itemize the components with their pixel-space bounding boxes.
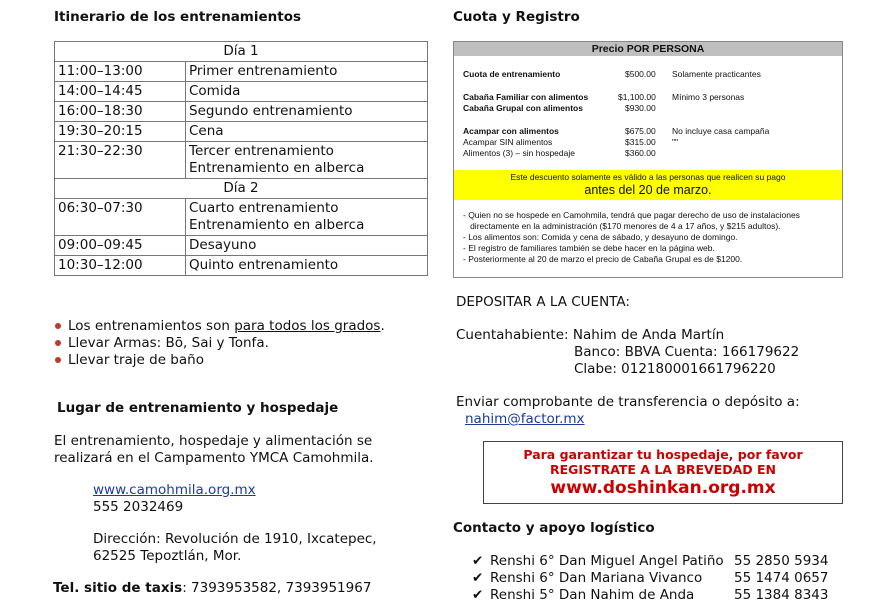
table-row: [55, 62, 428, 82]
email-link[interactable]: nahim@factor.mx: [465, 411, 585, 427]
bullet-text: Los entrenamientos son: [68, 318, 235, 334]
fee-heading: Cuota y Registro: [453, 9, 580, 25]
taxi-label: Tel. sitio de taxis: [53, 580, 183, 596]
lodging-description: [54, 433, 374, 467]
address-line: Dirección: Revolución de 1910, Ixcatepec,: [93, 531, 377, 547]
event-line: Tercer entrenamiento: [189, 143, 334, 159]
price-amount: $675.00: [625, 126, 656, 136]
price-note: Solamente practicantes: [672, 69, 761, 79]
check-icon: ✔: [472, 570, 484, 586]
time-cell: 19:30–20:15: [55, 122, 186, 142]
time-cell: 10:30–12:00: [55, 256, 186, 276]
bullet-text: Llevar Armas: Bō, Sai y Tonfa.: [68, 335, 269, 351]
event-cell: Quinto entrenamiento: [186, 256, 428, 276]
price-amount: $930.00: [625, 103, 656, 113]
time-cell: 09:00–09:45: [55, 236, 186, 256]
event-cell: Segundo entrenamiento: [186, 102, 428, 122]
time-cell: 11:00–13:00: [55, 62, 186, 82]
event-line: Cuarto entrenamiento: [189, 200, 339, 216]
notes-list: [54, 318, 385, 369]
time-cell: 14:00–14:45: [55, 82, 186, 102]
account-holder: Cuentahabiente: Nahim de Anda Martín: [456, 327, 725, 343]
contact-name: Renshi 6° Dan Miguel Angel Patiño: [490, 553, 724, 569]
bank-account: Banco: BBVA Cuenta: 166179622: [574, 344, 800, 360]
taxi-line: [53, 580, 371, 596]
list-item: [472, 553, 828, 570]
contact-phone: 55 2850 5934: [734, 553, 829, 569]
registration-line: REGISTRATE A LA BREVEDAD EN: [549, 462, 777, 477]
price-header: Precio POR PERSONA: [454, 42, 842, 56]
event-cell: Primer entrenamiento: [186, 62, 428, 82]
list-item: [54, 318, 385, 335]
time-cell: 16:00–18:30: [55, 102, 186, 122]
price-label: Cuota de entrenamiento: [463, 69, 561, 79]
bullet-text: Llevar traje de baño: [68, 352, 204, 368]
check-icon: ✔: [472, 587, 484, 603]
contact-phone: 55 1384 8343: [734, 587, 829, 603]
itinerary-heading: Itinerario de los entrenamientos: [54, 9, 302, 25]
discount-date: antes del 20 de marzo.: [584, 183, 712, 197]
lodging-line: realizará en el Campamento YMCA Camohmila.: [54, 450, 374, 466]
taxi-numbers: : 7393953582, 7393951967: [182, 580, 372, 596]
event-cell: [186, 142, 428, 179]
price-note-line: - Los alimentos son: Comida y cena de sábado, y desayuno de domingo.: [463, 232, 738, 242]
price-note-line: - Quien no se hospede en Camohmila, tendrá que pagar derecho de uso de instalaciones: [463, 210, 800, 220]
lodging-line: El entrenamiento, hospedaje y alimentación se: [54, 433, 373, 449]
bullet-text: .: [380, 318, 385, 334]
table-row: [55, 82, 428, 102]
price-note: Mínimo 3 personas: [672, 92, 745, 102]
event-cell: Desayuno: [186, 236, 428, 256]
table-row: [55, 122, 428, 142]
price-label: Acampar SIN alimentos: [463, 137, 553, 147]
price-amount: $360.00: [625, 148, 656, 158]
event-cell: [186, 199, 428, 236]
event-line: Entrenamiento en alberca: [189, 217, 365, 233]
list-item: [472, 587, 828, 604]
check-icon: ✔: [472, 553, 484, 569]
camp-contact: [93, 482, 256, 516]
price-note: No incluye casa campaña: [672, 126, 770, 136]
table-row: [55, 256, 428, 276]
table-row: [55, 102, 428, 122]
price-note: "": [672, 137, 679, 147]
discount-text: Este descuento solamente es válido a las personas que realicen su pago: [510, 172, 786, 182]
table-row: [55, 236, 428, 256]
address-line: 62525 Tepoztlán, Mor.: [93, 548, 242, 564]
bullet-icon: [55, 340, 61, 346]
price-label: Cabaña Familiar con alimentos: [463, 92, 589, 102]
contact-heading: Contacto y apoyo logístico: [453, 520, 655, 536]
price-amount: $1,100.00: [618, 92, 656, 102]
price-note-line: - Posteriormente al 20 de marzo el precio de Cabaña Grupal es de $1200.: [463, 254, 743, 264]
bullet-icon: [55, 357, 61, 363]
day-1-header: Día 1: [55, 42, 428, 62]
registration-box: [483, 441, 843, 504]
bullet-underlined: para todos los grados: [234, 318, 381, 334]
list-item: [472, 570, 828, 587]
contact-name: Renshi 6° Dan Mariana Vivanco: [490, 570, 703, 586]
lodging-heading: Lugar de entrenamiento y hospedaje: [57, 400, 339, 416]
contact-name: Renshi 5° Dan Nahim de Anda: [490, 587, 695, 603]
price-table: [453, 41, 843, 278]
send-proof-text: Enviar comprobante de transferencia o depósito a:: [456, 394, 800, 410]
discount-banner: [454, 170, 842, 200]
time-cell: 06:30–07:30: [55, 199, 186, 236]
time-cell: 21:30–22:30: [55, 142, 186, 179]
contact-phone: 55 1474 0657: [734, 570, 829, 586]
registration-website-link[interactable]: www.doshinkan.org.mx: [550, 478, 776, 498]
event-cell: Comida: [186, 82, 428, 102]
deposit-label: DEPOSITAR A LA CUENTA:: [456, 294, 630, 310]
table-row: [55, 142, 428, 179]
price-amount: $315.00: [625, 137, 656, 147]
price-label: Acampar con alimentos: [463, 126, 559, 136]
list-item: [54, 335, 385, 352]
camp-phone: 555 2032469: [93, 499, 184, 515]
price-amount: $500.00: [625, 69, 656, 79]
day-2-header: Día 2: [55, 179, 428, 199]
event-line: Entrenamiento en alberca: [189, 160, 365, 176]
contact-list: [472, 553, 828, 604]
list-item: [54, 352, 385, 369]
price-note-line: - El registro de familiares también se debe hacer en la página web.: [463, 243, 715, 253]
event-cell: Cena: [186, 122, 428, 142]
price-notes: [463, 210, 835, 265]
price-label: Cabaña Grupal con alimentos: [463, 103, 583, 113]
table-row: [55, 199, 428, 236]
price-label: Alimentos (3) – sin hospedaje: [463, 148, 575, 158]
registration-line: Para garantizar tu hospedaje, por favor: [523, 447, 803, 462]
clabe-number: Clabe: 012180001661796220: [574, 361, 776, 377]
schedule-table: [54, 41, 428, 276]
camp-website-link[interactable]: www.camohmila.org.mx: [93, 482, 256, 498]
price-note-line: directamente en la administración ($170 menores de 4 a 17 años, y $215 adultos).: [463, 221, 781, 231]
camp-address: [93, 531, 377, 565]
bullet-icon: [55, 323, 61, 329]
